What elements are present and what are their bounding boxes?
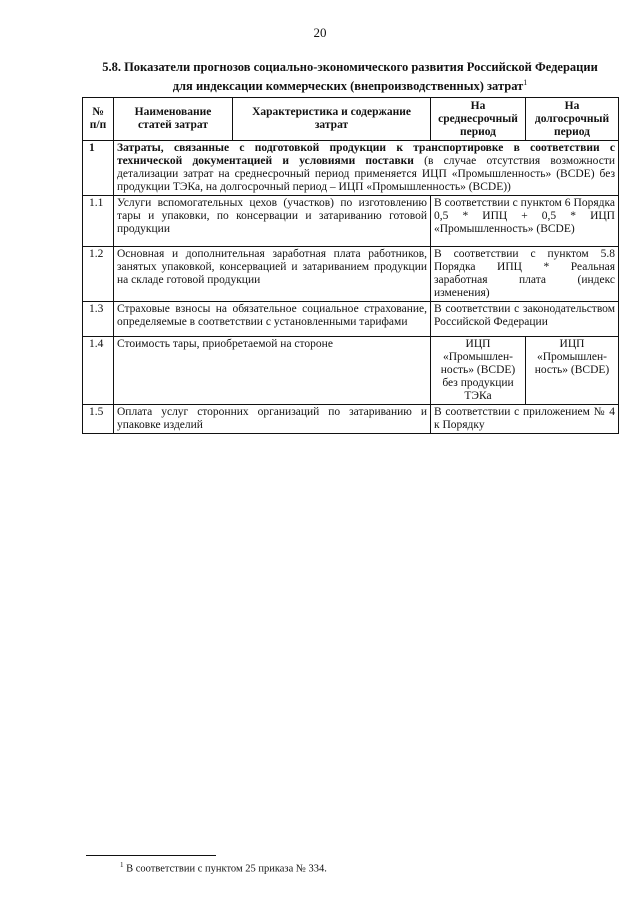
title-line-2-text: для индексации коммерческих (внепроизводственных) затрат (172, 79, 524, 94)
row-description: Услуги вспомогательных цехов (участков) по изготовлению тары и упаковки, по консервации и затариванию готовой продукции (114, 196, 431, 247)
section-title: Затраты, связанные с подготовкой продукции к транспортировке в соответствии с технической документацией и условиями поставки (117, 142, 615, 167)
footnote-number: 1 (120, 861, 124, 869)
row-number: 1.5 (83, 405, 114, 434)
table-header-row (83, 98, 619, 141)
row-index: В соответствии с законодательством Российской Федерации (431, 302, 619, 337)
row-number: 1.1 (83, 196, 114, 247)
footnote-mark: 1 (523, 78, 528, 87)
section-number: 1 (83, 141, 114, 196)
header-desc: Характеристика и содержание затрат (233, 98, 431, 141)
row-index-long-term: ИЦП «Промышлен-ность» (BCDE) (526, 337, 619, 405)
row-description: Стоимость тары, приобретаемой на стороне (114, 337, 431, 405)
document-title (82, 60, 618, 94)
row-number: 1.4 (83, 337, 114, 405)
row-description: Оплата услуг сторонних организаций по затариванию и упаковке изделий (114, 405, 431, 434)
title-line-1: 5.8. Показатели прогнозов социально-экономического развития Российской Федерации (102, 60, 598, 74)
footnote-text: В соответствии с пунктом 25 приказа № 334. (123, 863, 327, 875)
row-index: В соответствии с приложением № 4 к Порядку (431, 405, 619, 434)
row-index-mid-term: ИЦП «Промышлен-ность» (BCDE) без продукции ТЭКа (431, 337, 526, 405)
header-name: Наименование статей затрат (114, 98, 233, 141)
header-mid-term: На среднесрочный период (431, 98, 526, 141)
table-row (83, 302, 619, 337)
page-number: 20 (313, 25, 327, 40)
table-row-section (83, 141, 619, 196)
table-row (83, 247, 619, 302)
indicators-table (82, 97, 619, 434)
row-description: Основная и дополнительная заработная плата работников, занятых упаковкой, консервацией и затариванием продукции на складе готовой продукции (114, 247, 431, 302)
title-line-2 (82, 75, 618, 94)
section-description (114, 141, 619, 196)
footnote-separator (86, 855, 216, 856)
row-description: Страховые взносы на обязательное социальное страхование, определяемые в соответствии с установленными тарифами (114, 302, 431, 337)
row-number: 1.2 (83, 247, 114, 302)
row-number: 1.3 (83, 302, 114, 337)
header-num: № п/п (83, 98, 114, 141)
row-index: В соответствии с пунктом 5.8 Порядка ИПЦ * Реальная заработная плата (индекс изменения) (431, 247, 619, 302)
section-note: (в случае отсутствия возможности детализации затрат на среднесрочный период применяется ИЦП «Промышленность» (BCDE) без продукции ТЭКа, на долгосрочный период – ИЦП «Промышленность» (BCDE)) (117, 155, 615, 193)
table-row (83, 405, 619, 434)
footnote (120, 861, 327, 875)
row-index: В соответствии с пунктом 6 Порядка 0,5 * ИПЦ + 0,5 * ИЦП «Промышленность» (BCDE) (431, 196, 619, 247)
table-row (83, 196, 619, 247)
table-row (83, 337, 619, 405)
header-long-term: На долгосрочный период (526, 98, 619, 141)
